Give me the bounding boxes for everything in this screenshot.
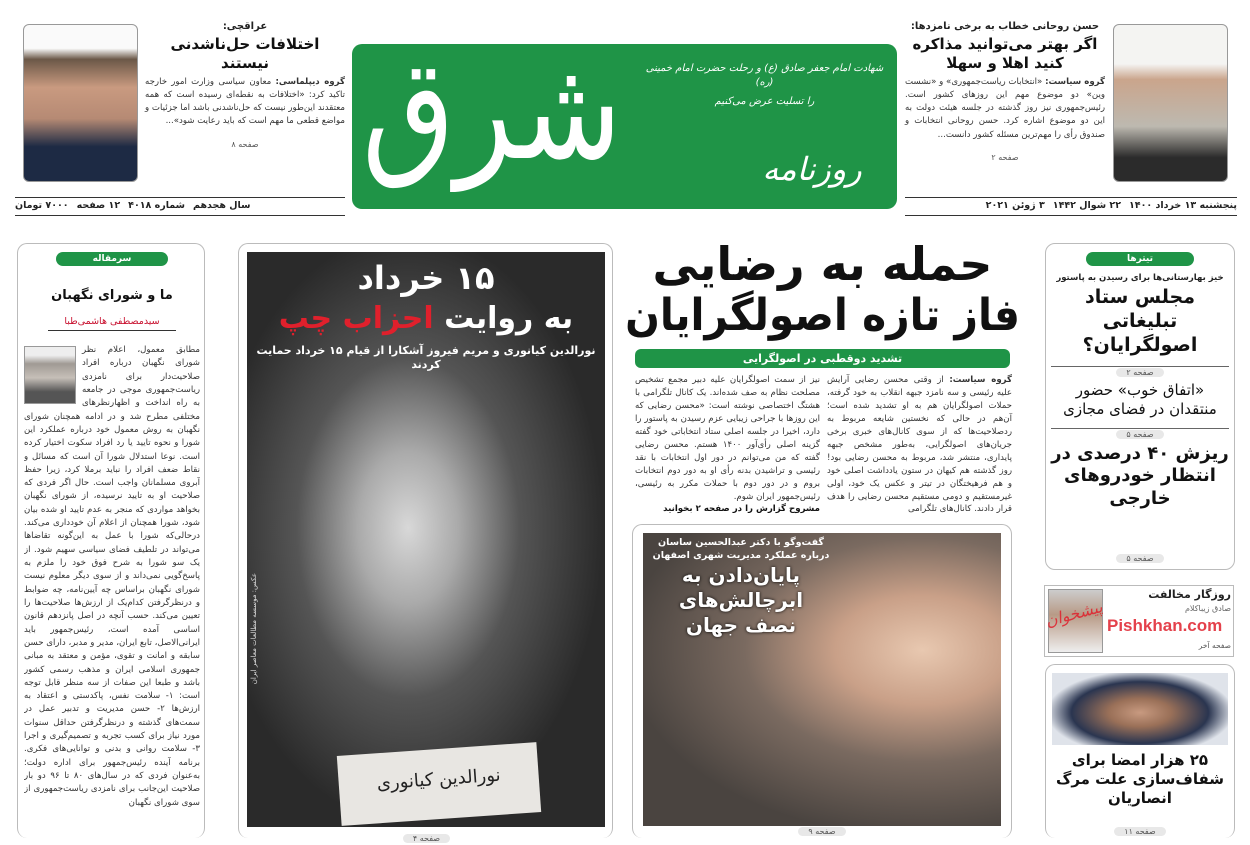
page-ref[interactable]: صفحه ۲ [991,153,1019,163]
lead: گروه سیاست: [1045,76,1106,87]
issue-line [15,200,345,211]
solar-date: پنجشنبه ۱۳ خرداد ۱۴۰۰ [1129,200,1237,211]
masthead-prefix: روزنامه [762,150,862,188]
main-story-column-1 [827,374,1012,516]
photo-credit: عکس: موسسه مطالعات معاصر ایران [250,573,258,685]
kicker: خیز بهارستانی‌ها برای رسیدن به پاستور [1056,273,1224,283]
page-ref[interactable]: صفحه ۵ [1116,554,1163,563]
editorial-author: سیدمصطفی هاشمی‌طبا [48,316,176,331]
main-subhead-bar: تشدید دوقطبی در اصولگرایی [635,349,1010,368]
headline-item[interactable]: «اتفاق خوب» حضور منتقدان در فضای مجازی [1063,381,1217,418]
headline-2-pre: به روایت [444,301,574,336]
lead: گروه دیپلماسی: [275,76,345,87]
editorial-body [24,344,200,838]
column-author: صادق زیباکلام [1184,604,1231,613]
page-ref[interactable]: صفحه ۱۱ [1114,827,1165,836]
price: ۷۰۰۰ تومان [15,200,69,211]
body-text: نیز از سمت اصولگرایان علیه دبیر مجمع تشخیص مصلحت نظام به صف شده‌اند. یک کانال تلگرامی با هشتگ اختصاصی نوشته است: «محسن رضایی که این روزها با جراحی زیبایی عزم رسیدن به پاستور را دارد، اخیرا در جلسه اصلی ستاد انتخاباتی خود گفته گزینه اصلی رأی‌آور ۱۴۰۰ هستم. محسن رضایی گفته که من می‌توانم در دور اول انتخابات با نقد رئیسی و تراشیدن بدنه رأی او به دور دوم انتخابات بروم و در دور دوم با حملات مکرر به رئیسی، رئیس‌جمهور ایران شوم. [635,375,820,502]
body-text: «انتخابات ریاست‌جمهوری» و «نشست وین» دو موضوع مهم این روزهای کشور است. رئیس‌جمهوری نیز روز گذشته در جلسه هیئت دولت به این دو موضوع اشاره کرد. حسن روحانی انتخابات و صندوق رأی را مهم‌ترین مسئله کشور دانست... [905,76,1105,140]
watermark: Pishkhan.com [1107,616,1223,635]
divider [15,197,345,198]
divider [905,215,1237,216]
body [905,76,1105,143]
main-area [625,238,1020,838]
masthead[interactable] [352,22,897,212]
main-headline-2[interactable]: فاز تازه اصولگرایان [625,289,1020,341]
headline: اگر بهتر می‌توانید مذاکره کنید اهلا و سهلا [912,35,1098,72]
nameplate: نورالدین کیانوری [337,742,541,826]
headline-2-red: احزاب چپ [278,301,434,336]
rouhani-photo [1113,24,1228,182]
page-count: ۱۲ صفحه [76,200,121,211]
page-ref[interactable]: صفحه ۸ [231,139,259,149]
headline-item[interactable]: مجلس ستاد تبلیغاتی اصولگرایان؟ [1082,286,1198,356]
editorial-title: ما و شورای نگهبان [51,288,173,303]
body [145,76,345,129]
editorial-body-text: مطابق معمول، اعلام نظر شورای نگهبان درباره افراد صلاحیت‌دار برای نامزدی ریاست‌جمهوری موجی در جامعه به راه انداخت و اظهارنظرهای مختلفی مطرح شد و در ادامه همچنان شورای نگهبان به روش معمول خود درباره عملکرد این شورا و نحوه تایید یا رد افراد سکوت اختیار کرده است. نوعا استدلال شورا آن است که مسائل و نقاط ضعف افراد را نباید برملا کرد، زیرا حفظ آبروی مسلمانان واجب است. حال اگر فردی که صلاحیت او به تایید نرسیده، از شورای نگهبان بخواهد مواردی که منجر به عدم تایید او شده بیان شود، شورا همچنان از اعلام آن خودداری می‌کند. درحالی‌که شورا با عمل به این‌گونه تقاضاها می‌تواند در تلطیف فضای سیاسی سهیم شود. از یک سو شورا به شرح فوق خود را ملزم به پاسخ‌گویی نمی‌داند و از سوی دیگر معلوم نیست شورای نگهبان براساس چه آیین‌نامه، چه ضوابط و درنظرگرفتن کدام‌یک از ارزش‌ها صلاحیت‌ها را تعیین می‌کند. حسب آنچه در اصل پانزدهم قانون اساسی آمده است، رئیس‌جمهور باید ایرانی‌الاصل، تابع ایران، مدیر و مدبر، دارای حسن سابقه و امانت و تقوی، مؤمن و معتقد به مبانی جمهوری اسلامی ایران و مذهب رسمی کشور باشد و طبعا این صفات از سه منظر قابل توجه است: ۱- سلامت نفس، پاکدستی و اعتقاد به ارزش‌ها ۲- حسن مدیریت و تدبیر عمل در سمت‌های گذشته و درنظرگرفتن حداقل سنوات مورد نیاز برای کسب تجربه و تصمیم‌گیری و اجرا ۳- سلامت روانی و بدنی و توانایی‌های فکری. برنامه آینده رئیس‌جمهور برای اداره دولت؛ به‌عنوان فردی که در سال‌های ۸۰ تا ۹۶ دو بار صلاحیت این‌جانب برای نامزدی ریاست‌جمهوری از سوی شورای نگهبان [24,345,200,808]
headline: اختلافات حل‌ناشدنی نیستند [170,35,320,72]
photo-story[interactable] [238,243,613,843]
interview-kicker-2: درباره عملکرد مدیریت شهری اصفهان [652,550,830,562]
headline-2 [247,300,605,338]
date-line [905,200,1237,211]
headlines-box [1045,243,1235,570]
kicker: عراقچی: [222,21,268,32]
subhead: نورالدین کیانوری و مریم فیروز آشکارا از قیام ۱۵ خرداد حمایت کردند [256,344,596,371]
read-more-link[interactable]: مشروح گزارش را در صفحه ۲ بخوانید [663,504,820,515]
body-text: معاون سیاسی وزارت امور خارجه تاکید کرد: «اختلافات به نقطه‌ای رسیده است که همه معتقدند این‌طور نیست که حل‌ناشدنی باشد اما جزئیات و مواضع قطعی ما مهم است که باید رعایت شود»... [145,76,345,127]
editorial-column[interactable] [17,243,205,838]
gregorian-date: ۳ ژوئن ۲۰۲۱ [985,200,1045,211]
interview-story[interactable] [632,524,1012,838]
headline-item[interactable]: ریزش ۴۰ درصدی در انتظار خودروهای خارجی [1051,442,1229,509]
hijri-date: ۲۲ شوال ۱۴۴۲ [1052,200,1121,211]
top-right-story[interactable] [905,18,1235,196]
interview-kicker-1: گفت‌وگو با دکتر عبدالحسین ساسان [658,537,824,549]
condolence-line-1: شهادت امام جعفر صادق (ع) و رحلت حضرت امام خمینی (ره) [645,63,884,88]
page-ref[interactable]: صفحه ۴ [403,834,450,843]
divider [905,197,1237,198]
divider [15,215,345,216]
kicker: حسن روحانی خطاب به برخی نامزدها: [910,21,1100,32]
column-headline: روزگار مخالفت [1148,588,1231,601]
headline-1: ۱۵ خرداد [357,259,495,297]
kianouri-photo [247,252,605,827]
watermark-script: پیشخوان [1043,597,1105,631]
bottom-story[interactable] [1045,664,1235,838]
bottom-headline: ۲۵ هزار امضا برای شفاف‌سازی علت مرگ انصاریان [1055,751,1225,807]
column-box[interactable] [1044,585,1234,657]
main-headline-1[interactable]: حمله به رضایی [652,237,993,291]
main-story-column-2 [635,374,820,516]
lead: گروه سیاست: [949,375,1013,386]
section-label: تیترها [1086,252,1194,266]
masthead-logo: شرق [361,29,622,192]
araghchi-photo [23,24,138,182]
interview-headline: پایان‌دادن به ابرچالش‌های نصف جهان [678,563,804,638]
page-ref[interactable]: صفحه ۵ [1116,430,1163,439]
page-ref[interactable]: صفحه ۹ [798,827,845,836]
top-left-story[interactable] [15,18,345,196]
condolence-line-2: را تسلیت عرض می‌کنیم [714,96,815,107]
section-label: سرمقاله [56,252,168,266]
issue-number: شماره ۴۰۱۸ [128,200,186,211]
page-ref[interactable]: صفحه ۲ [1116,368,1163,377]
body-text: از وقتی محسن رضایی آرایش علیه رئیسی و سه نامزد جبهه انقلاب به خود گرفته، حملات اصولگرایان هم به او تشدید شده است؛ آن‌هم در حالی که نخستین شایعه مربوط به ردصلاحیت‌ها که از سوی کانال‌های خبری برخی جریان‌های اصولگرایی، به‌طور مشخص جبهه پایداری، منتشر شد، مربوط به محسن رضایی بود! روز گذشته هم کیهان در ستون یادداشت اصلی خود و هم فرهیختگان در تیتر و عکس یک خود، اولی غیرمستقیم و دومی مستقیم محسن رضایی را هدف قرار دادند. کانال‌های تلگرامی [827,375,1012,515]
ansarian-photo [1052,673,1228,745]
volume-year: سال هجدهم [193,200,251,211]
author-photo [24,346,76,404]
page-ref[interactable]: صفحه آخر [1198,641,1231,650]
